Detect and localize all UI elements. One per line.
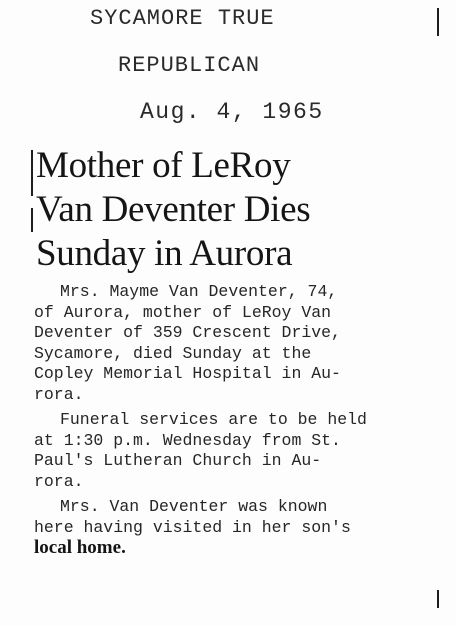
- body-line: of Aurora, mother of LeRoy Van: [34, 302, 332, 322]
- article-headline: [36, 144, 446, 276]
- paragraph-2: [34, 410, 434, 492]
- column-rule-bottom-right: [437, 590, 439, 608]
- body-line: rora.: [34, 471, 84, 491]
- body-line: Mrs. Van Deventer was known: [60, 497, 328, 516]
- body-line: Funeral services are to be held: [60, 410, 367, 429]
- body-line: local home.: [34, 538, 126, 558]
- body-line: at 1:30 p.m. Wednesday from St.: [34, 430, 341, 450]
- masthead-line-2: REPUBLICAN: [118, 53, 261, 78]
- headline-line-2: Van Deventer Dies: [36, 189, 311, 230]
- body-line: Paul's Lutheran Church in Au-: [34, 451, 322, 470]
- article-body: [34, 282, 434, 564]
- headline-line-1: Mother of LeRoy: [36, 145, 291, 186]
- body-line: Deventer of 359 Crescent Drive,: [34, 323, 341, 342]
- headline-line-3: Sunday in Aurora: [36, 233, 293, 274]
- body-line: Sycamore, died Sunday at the: [34, 343, 312, 363]
- body-line: here having visited in her son's: [34, 517, 351, 537]
- column-rule-top-right: [437, 8, 439, 36]
- body-line: rora.: [34, 384, 84, 404]
- paragraph-3: [34, 497, 434, 559]
- body-line: Mrs. Mayme Van Deventer, 74,: [60, 282, 338, 301]
- column-rule-left-lower: [31, 208, 33, 232]
- body-line: Copley Memorial Hospital in Au-: [34, 364, 341, 383]
- column-rule-left: [31, 150, 33, 196]
- masthead-line-1: SYCAMORE TRUE: [90, 6, 275, 31]
- paragraph-1: [34, 282, 434, 405]
- clipping-date: Aug. 4, 1965: [140, 99, 324, 125]
